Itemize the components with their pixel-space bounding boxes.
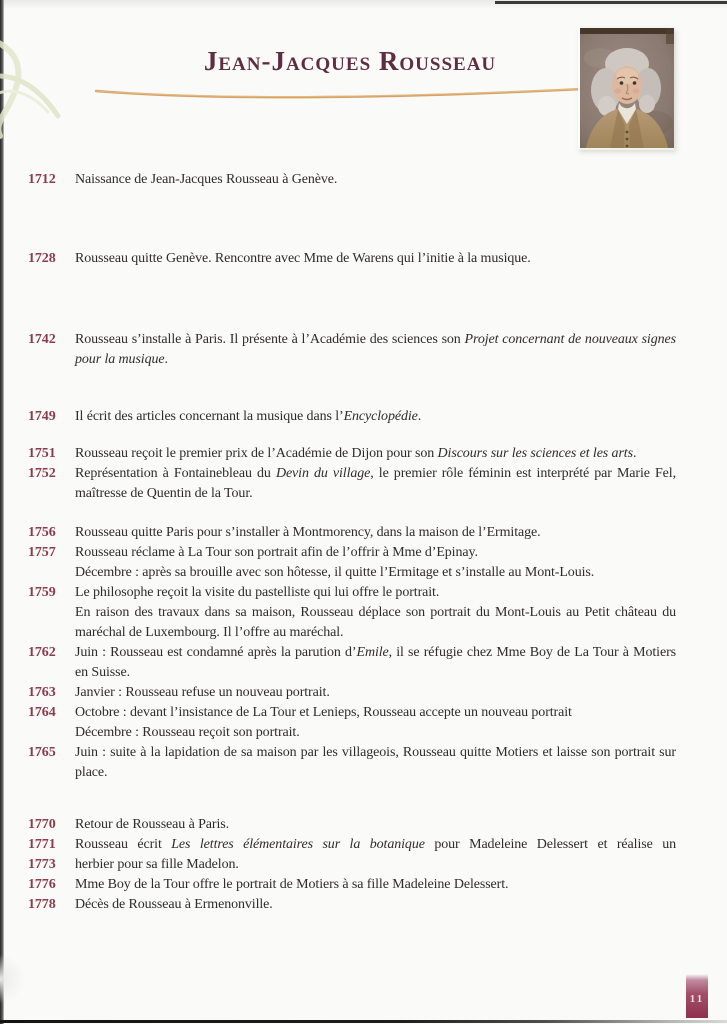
year-label: 1764	[28, 705, 56, 720]
timeline-entry	[28, 743, 676, 783]
scan-edge-top-right	[495, 1, 727, 4]
entry-paragraph	[75, 643, 676, 683]
text-segment: Représentation à Fontainebleau du	[75, 466, 276, 481]
entry-text	[75, 464, 676, 504]
entry-text	[75, 855, 676, 875]
text-segment: Rousseau quitte Paris pour s’installer à Montmorency, dans la maison de l’Ermitage.	[75, 525, 541, 540]
scan-edge-bottom	[0, 1020, 727, 1023]
page-title: Jean-Jacques Rousseau	[203, 46, 497, 76]
timeline-entry	[28, 643, 676, 683]
page-number-tab	[686, 974, 708, 1018]
entry-paragraph	[75, 444, 676, 464]
entry-text	[75, 170, 676, 190]
text-segment: Rousseau s’installe à Paris. Il présente à l’Académie des sciences son	[75, 332, 465, 347]
work-title: Encyclopédie	[343, 409, 418, 424]
timeline-entry	[28, 464, 676, 504]
entry-text	[75, 835, 676, 855]
entry-paragraph	[75, 170, 676, 190]
text-segment: .	[164, 352, 168, 367]
timeline-group	[28, 444, 676, 504]
entry-text	[75, 743, 676, 783]
text-segment: Rousseau écrit	[75, 837, 172, 852]
entry-paragraph	[75, 563, 676, 583]
year-label: 1759	[28, 585, 56, 600]
year-label: 1770	[28, 817, 56, 832]
timeline-entry	[28, 583, 676, 643]
scan-edge-left	[0, 0, 4, 1024]
entry-text	[75, 683, 676, 703]
timeline-entry	[28, 855, 676, 875]
entry-paragraph	[75, 603, 676, 643]
text-segment: Il écrit des articles concernant la musique dans l’	[75, 409, 344, 424]
text-segment: Décès de Rousseau à Ermenonville.	[75, 897, 273, 912]
entry-paragraph	[75, 683, 676, 703]
entry-paragraph	[75, 855, 676, 875]
text-segment: Rousseau réclame à La Tour son portrait afin de l’offrir à Mme d’Epinay.	[75, 545, 478, 560]
year-label: 1763	[28, 685, 56, 700]
text-segment: .	[417, 409, 422, 424]
timeline-group	[28, 330, 676, 370]
year-label: 1742	[28, 332, 56, 347]
entry-text	[75, 330, 676, 370]
timeline-entry	[28, 895, 676, 915]
text-segment: En raison des travaux dans sa maison, Rousseau déplace son portrait du Mont-Louis au Petit château du maréchal de Luxembourg. Il l’offre au maréchal.	[75, 605, 676, 640]
entry-paragraph	[75, 249, 676, 269]
text-segment: Mme Boy de la Tour offre le portrait de Motiers à sa fille Madeleine Delessert.	[75, 877, 509, 892]
timeline-entry	[28, 330, 676, 370]
entry-paragraph	[75, 723, 676, 743]
year-label: 1751	[28, 446, 56, 461]
timeline-group	[28, 523, 676, 783]
text-segment: Naissance de Jean-Jacques Rousseau à Genève.	[75, 172, 338, 187]
entry-paragraph	[75, 543, 676, 563]
entry-paragraph	[75, 895, 676, 915]
entry-paragraph	[75, 835, 676, 855]
text-segment: Janvier : Rousseau refuse un nouveau portrait.	[75, 685, 330, 700]
entry-paragraph	[75, 407, 676, 427]
corner-flourish-icon	[0, 24, 70, 140]
year-label: 1773	[28, 857, 56, 872]
entry-paragraph	[75, 875, 676, 895]
year-label: 1771	[28, 837, 56, 852]
rousseau-portrait	[578, 28, 674, 150]
year-label: 1778	[28, 897, 56, 912]
work-title: Discours sur les sciences et les arts	[437, 446, 633, 461]
work-title: Projet concernant de nouveaux signes pour la musique	[75, 332, 676, 367]
text-segment: , il se réfugie chez Mme Boy de La Tour à Motiers en Suisse.	[75, 645, 676, 680]
text-segment: Retour de Rousseau à Paris.	[75, 817, 229, 832]
entry-text	[75, 895, 676, 915]
timeline-entry	[28, 815, 676, 835]
timeline-entry	[28, 170, 676, 190]
entry-text	[75, 875, 676, 895]
entry-paragraph	[75, 583, 676, 603]
year-label: 1756	[28, 525, 56, 540]
timeline-entry	[28, 543, 676, 583]
timeline	[28, 170, 676, 915]
year-label: 1762	[28, 645, 56, 660]
entry-text	[75, 407, 676, 427]
text-segment: Le philosophe reçoit la visite du pastelliste qui lui offre le portrait.	[75, 585, 440, 600]
entry-text	[75, 643, 676, 683]
scan-corner-smudge	[0, 954, 26, 1004]
timeline-group	[28, 407, 676, 427]
entry-text	[75, 249, 676, 269]
entry-text	[75, 583, 676, 643]
entry-text	[75, 444, 676, 464]
timeline-entry	[28, 683, 676, 703]
year-label: 1757	[28, 545, 56, 560]
timeline-entry	[28, 407, 676, 427]
entry-paragraph	[75, 464, 676, 504]
text-segment: Décembre : Rousseau reçoit son portrait.	[75, 725, 300, 740]
timeline-entry	[28, 249, 676, 269]
title-underline-swoosh-icon	[92, 82, 646, 104]
entry-paragraph	[75, 703, 676, 723]
text-segment: pour Madeleine Delessert et réalise un	[424, 837, 676, 852]
entry-text	[75, 815, 676, 835]
year-label: 1776	[28, 877, 56, 892]
work-title: Devin du village	[275, 466, 371, 481]
entry-paragraph	[75, 743, 676, 783]
entry-paragraph	[75, 523, 676, 543]
entry-text	[75, 523, 676, 543]
year-label: 1712	[28, 172, 56, 187]
text-segment: Rousseau reçoit le premier prix de l’Académie de Dijon pour son	[75, 446, 438, 461]
text-segment: Rousseau quitte Genève. Rencontre avec Mme de Warens qui l’initie à la musique.	[75, 251, 531, 266]
timeline-group	[28, 249, 676, 269]
timeline-group	[28, 170, 676, 190]
text-segment: Décembre : après sa brouille avec son hôtesse, il quitte l’Ermitage et s’installe au Mont-Louis.	[75, 565, 595, 580]
page-number: 11	[689, 993, 705, 1005]
text-segment: Octobre : devant l’insistance de La Tour et Lenieps, Rousseau accepte un nouveau portrait	[75, 705, 572, 720]
timeline-entry	[28, 703, 676, 743]
year-label: 1752	[28, 466, 56, 481]
entry-paragraph	[75, 330, 676, 370]
timeline-entry	[28, 523, 676, 543]
entry-paragraph	[75, 815, 676, 835]
timeline-entry	[28, 444, 676, 464]
entry-text	[75, 543, 676, 583]
year-label: 1765	[28, 745, 56, 760]
timeline-entry	[28, 835, 676, 855]
work-title: Emile	[356, 645, 389, 660]
timeline-entry	[28, 875, 676, 895]
timeline-group	[28, 815, 676, 915]
year-label: 1749	[28, 409, 56, 424]
text-segment: , le premier rôle féminin est interprété par Marie Fel, maîtresse de Quentin de la Tour.	[75, 466, 676, 501]
year-label: 1728	[28, 251, 56, 266]
text-segment: .	[632, 446, 637, 461]
work-title: Les lettres élémentaires sur la botanique	[171, 837, 425, 852]
text-segment: Juin : suite à la lapidation de sa maison par les villageois, Rousseau quitte Motiers et laisse son portrait sur place.	[75, 745, 676, 780]
entry-text	[75, 703, 676, 743]
text-segment: Juin : Rousseau est condamné après la parution d’	[75, 645, 357, 660]
text-segment: herbier pour sa fille Madelon.	[75, 857, 239, 872]
